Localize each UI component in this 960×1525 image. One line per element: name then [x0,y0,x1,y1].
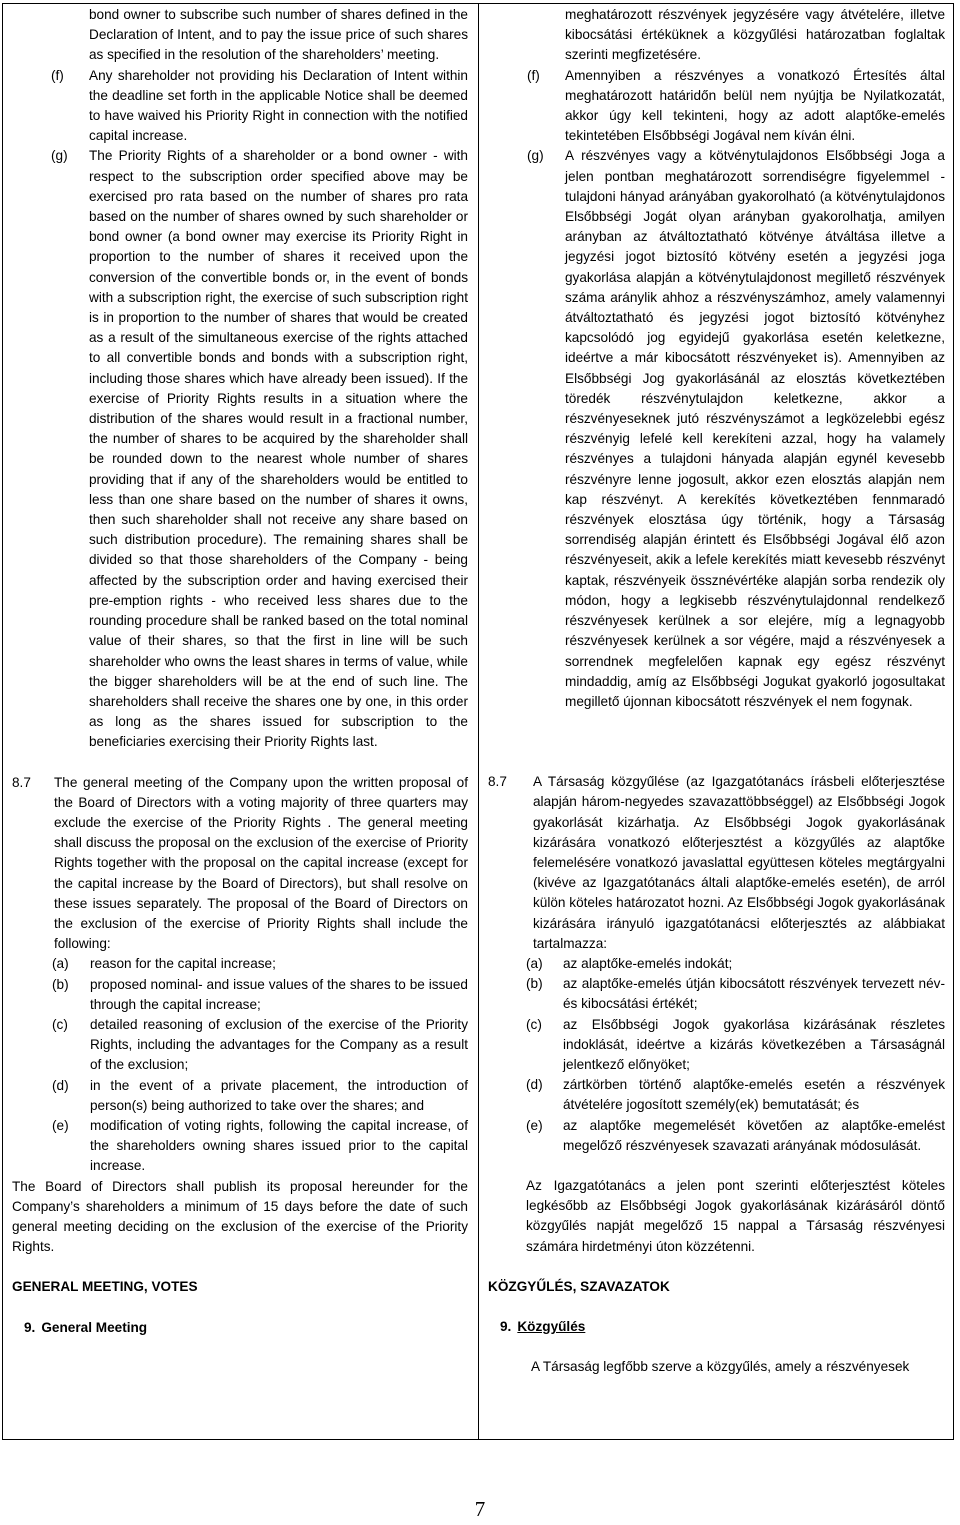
section-8-7 [12,773,468,955]
section-number: 8.7 [12,774,31,790]
list-item [488,1075,945,1115]
clause-text: Amennyiben a részvényes a vonatkozó Értesítés által meghatározott határidőn belül nem nyújtja be Nyilatkozatát, akkor úgy kell tekinteni, hogy az adott alaptőke-emelés tekintetében Elsőbbségi Jogával nem kíván élni. [565,67,945,144]
section-9-text: A Társaság legfőbb szerve a közgyűlés, amely a részvényesek [531,1359,910,1375]
item-text: az alaptőke megemelését követően az alaptőke-emelést megelőző részvényesek szavazati arányának módosulását. [563,1117,945,1153]
page-number: 7 [474,1497,486,1521]
clause-label: (g) [51,148,68,164]
item-text: az Elsőbbségi Jogok gyakorlása kizárásának részletes indoklását, ideértve a kizárás következében a Társaságnál jelentkező előnyöket; [563,1016,945,1072]
clause-text: Any shareholder not providing his Declaration of Intent within the deadline set forth in the applicable Notice shall be deemed to have waived his Priority Right in connection with the notified capital increase. [89,67,468,144]
list-item [488,954,945,974]
closing-paragraph: The Board of Directors shall publish its proposal hereunder for the Company’s shareholders a minimum of 15 days before the date of such general meeting deciding on the exclusion of the exercise of the Priority Rights. [12,1178,468,1255]
item-text: zártkörben történő alaptőke-emelés esetén a részvények átvételére jogosított személy(ek) bemutatását; és [563,1077,945,1113]
item-label: (b) [52,976,69,992]
section-text: The general meeting of the Company upon the written proposal of the Board of Directors with a voting majority of three quarters may exclude the exercise of the Priority Rights . The general meeting shall discuss the proposal on the exclusion of the exercise of Priority Rights together with the proposal on the capital increase (except for the capital increase by the Board of Directors), but shall resolve on these issues separately. The proposal of the Board of Directors on the exclusion of the exercise of Priority Rights shall include the following: [54,774,468,952]
item-label: (d) [52,1077,69,1093]
item-label: (b) [526,976,543,992]
clause-text: The Priority Rights of a shareholder or a bond owner - with respect to the subscription order specified above may be exercised pro rata based on the number of shares pro rata based on the number of shares owned by such shareholder or bond owner (a bond owner may exercise its Priority Right in proportion to the number of shares it received upon the conversion of the convertible bonds or, in the event of bonds with a subscription right, the exercise of such subscription right is in proportion to the number of shares that would be created as a result of the simultaneous exercise of the rights attached to all convertible bonds and bonds with a subscription right, including those shares which have already been issued). If the exercise of Priority Rights results in a situation where the distribution of the shares would result in a fractional number, the number of shares to be acquired by the shareholder shall be rounded down to the nearest whole number of shares providing that if any of the shareholders would be entitled to less than one share based on the number of shares it owns, then such shareholder shall not receive any share based on such distribution procedure). The remaining shares shall be divided so that those shareholders of the Company - being affected by the subscription order and having exercised their pre-emption rights - who received less shares due to the rounding procedure shall be ranked based on the total nominal value of their shares, so that the first in line will be such shareholder who owns the least shares in terms of value, while the bigger shareholders will be at the end of such line. The shareholders shall receive the shares one by one, in this order as long as the shares issued for subscription to the beneficiaries exercising their Priority Rights last. [89,148,468,750]
list-item [12,954,468,974]
chapter-heading: GENERAL MEETING, VOTES [12,1279,198,1295]
column-divider [478,3,479,1440]
clause-label: (g) [527,148,544,164]
item-text: reason for the capital increase; [90,956,276,972]
item-text: proposed nominal- and issue values of the shares to be issued through the capital increase; [90,976,468,1012]
clause-text: A részvényes vagy a kötvénytulajdonos Elsőbbségi Joga a jelen pontban meghatározott sorrendiségre figyelemmel - tulajdoni hányad arányában gyakorolható (a kötvénytulajdonos Elsőbbségi Jogát olyan arányban gyakorolhatja, amilyen arányban az átváltoztatható kötvénye átváltása illetve a jegyzési jogot biztosító kötvény esetén a jegyzési joga gyakorlása alapján a kötvénytulajdonost megillető részvények száma aránylik ahhoz a részvényszámhoz, amely valamennyi átváltoztatható és jegyzési jogot biztosító kötvényhez kapcsolódó jog egyidejű gyakorlása esetén keletkezne, ideértve a már kibocsátott részvényeket is). Amennyiben az Elsőbbségi Jog gyakorlásánál az elosztás következtében töredék részvénytulajdon keletkezne, akkor a részvényeseknek jutó részvényszámot a legközelebbi egész részvényig lefelé kell kerekíteni azzal, hogy ha valamely részvényes a tulajdoni hányada alapján egynél kevesebb részvényre lenne jogosult, akkor ezen elosztás alapján nem kap részvényt. A kerekítés következtében fennmaradó részvények elosztása úgy történik, hogy a Társaság sorrendiség alapján érintett és Elsőbbségi Jogával élő azon részvényeseit, akik a lefele kerekítés miatt kevesebb részvényt kaptak, részvényeik össznévértéke alapján sorba rendezik oly módon, hogy a legkisebb részvénytulajdonnal rendelkező részvényesek kerülnek a sor elejére, míg a legnagyobb részvényesek kerülnek a sor végére, majd a részvényesek a sorrendnek megfelelően kapnak egy egész részvényt mindaddig, amíg az Elsőbbségi Jogukat gyakorló jogosultakat megillető újonnan kibocsátott részvények el nem fogynak. [565,148,945,709]
item-label: (e) [526,1117,543,1133]
item-text: az alaptőke-emelés indokát; [563,955,733,971]
item-label: (e) [52,1117,69,1133]
clause-label: (f) [527,67,540,83]
item-text: modification of voting rights, following the capital increase, of the shareholders owning shares issued prior to the capital increase. [90,1117,468,1174]
list-item [12,1015,468,1076]
list-item [12,1116,468,1177]
list-item [12,1076,468,1116]
section-number: 9. [24,1319,36,1335]
clause-g [12,146,468,752]
closing-paragraph: Az Igazgatótanács a jelen pont szerinti előterjesztést köteles legkésőbb az Elsőbbségi Jogok gyakorlásának kizárásáról döntő közgyűlés napját megelőző 15 nappal a Társaság részvényesi számára hirdetményi úton közzétenni. [526,1177,945,1254]
item-text: az alaptőke-emelés útján kibocsátott részvények tervezett név- és kibocsátási értékét; [563,976,945,1012]
clause-g [488,146,945,712]
item-label: (a) [52,956,69,972]
list-item [488,1116,945,1156]
continuation-paragraph: bond owner to subscribe such number of shares defined in the Declaration of Intent, and to pay the issue price of such shares as specified in the resolution of the shareholders’ meeting. [89,7,468,63]
section-number: 8.7 [488,774,507,790]
clause-label: (f) [51,67,64,83]
section-title: Közgyűlés [517,1318,586,1334]
clause-f [488,66,945,147]
item-label: (d) [526,1077,543,1093]
section-9-heading [488,1317,945,1337]
section-number: 9. [500,1318,512,1334]
section-9-heading [12,1318,468,1338]
list-item [488,1015,945,1076]
list-item [488,974,945,1014]
item-text: in the event of a private placement, the introduction of person(s) being authorized to take over the shares; and [90,1077,468,1113]
item-label: (c) [526,1016,542,1032]
english-column [12,5,468,1338]
continuation-paragraph: meghatározott részvények jegyzésére vagy átvételére, illetve kibocsátási értéküknek a közgyűlési határozatban foglaltak szerinti megfizetésére. [565,7,945,63]
section-text: A Társaság közgyűlése (az Igazgatótanács írásbeli előterjesztése alapján három-negyedes szavazattöbbséggel) az Elsőbbségi Jogok gyakorlását kizárhatja. Az Elsőbbségi Jogok gyakorlásának kizárására vonatkozó előterjesztést a közgyűlés az alaptőke felemelésére vonatkozó javaslattal együttesen köteles megtárgyalni (kivéve az Igazgatótanács általi alaptőke-emelés esetén), de arról külön köteles határozatot hozni. Az Elsőbbségi Jogok gyakorlásának kizárására irányuló igazgatótanácsi előterjesztés az alábbiakat tartalmazza: [533,774,945,951]
clause-f [12,66,468,147]
list-item [12,975,468,1015]
item-label: (c) [52,1016,68,1032]
hungarian-column [488,5,945,1377]
section-title: General Meeting [41,1319,148,1335]
chapter-heading: KÖZGYŰLÉS, SZAVAZATOK [488,1278,670,1294]
item-text: detailed reasoning of exclusion of the exercise of the Priority Rights, including the advantages for the Company as a result of the exclusion; [90,1016,468,1073]
item-label: (a) [526,955,543,971]
section-8-7 [488,772,945,954]
